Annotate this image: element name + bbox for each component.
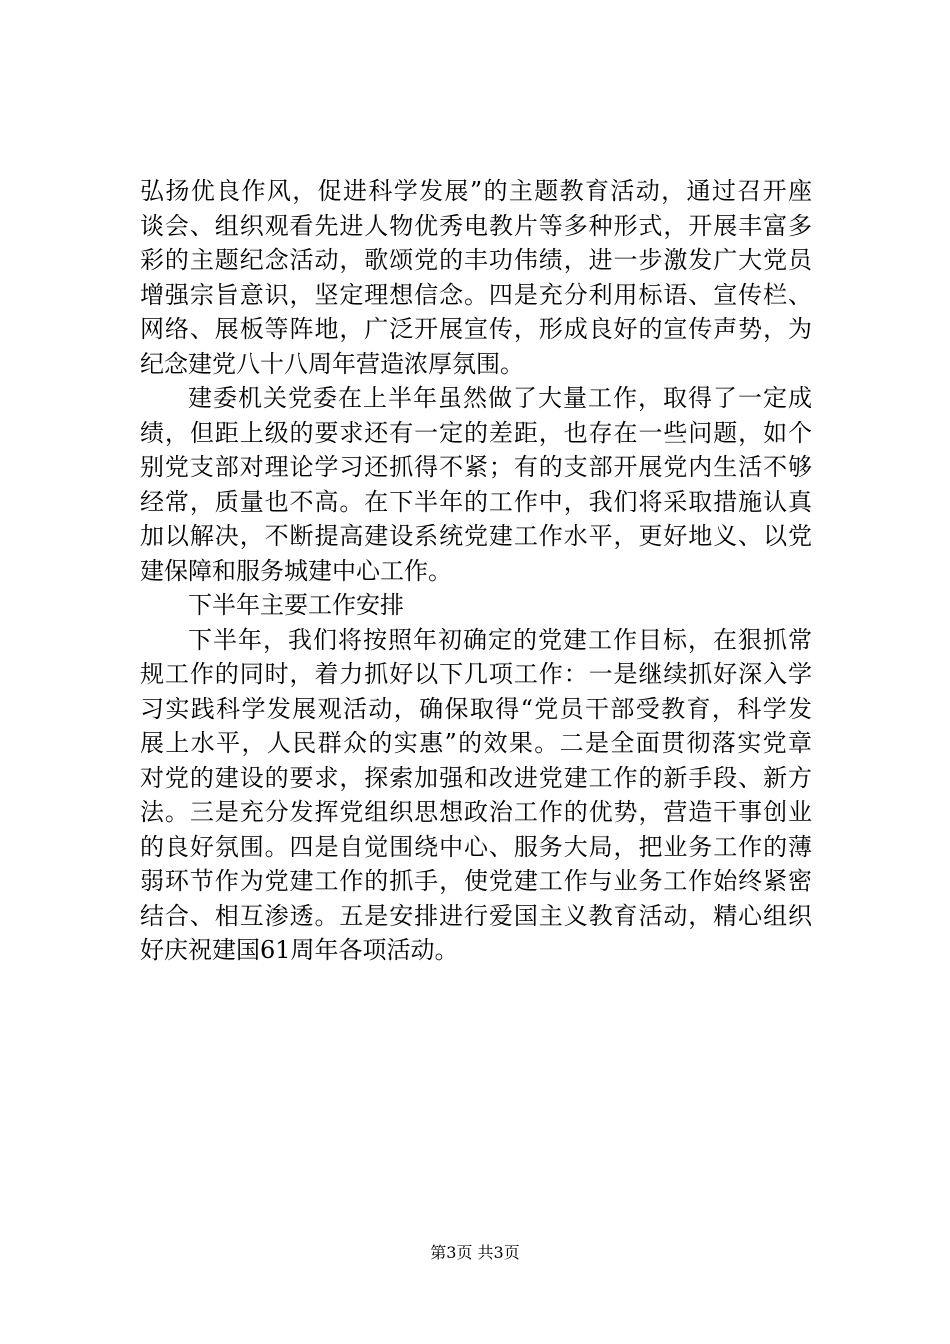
paragraph-2-line-6: 建保障和服务城建中心工作。 [140,556,452,585]
paragraph-2-line-5: 加以解决，不断提高建设系统党建工作水平，更好地义、以党 [140,522,812,550]
paragraph-3-line-5: 对党的建设的要求，探索加强和改进党建工作的新手段、新方 [140,763,812,792]
paragraph-3-line-8: 弱环节作为党建工作的抓手，使党建工作与业务工作始终紧密 [140,867,812,895]
paragraph-3-line-7: 的良好氛围。四是自觉围绕中心、服务大局，把业务工作的薄 [140,832,812,861]
paragraph-3-line-10: 好庆祝建国61周年各项活动。 [140,936,459,964]
paragraph-2-line-2: 绩，但距上级的要求还有一定的差距，也存在一些问题，如个 [140,418,812,447]
paragraph-1-line-4: 增强宗旨意识，坚定理想信念。四是充分利用标语、宣传栏、 [140,280,812,309]
paragraph-1-line-5: 网络、展板等阵地，广泛开展宣传，形成良好的宣传声势，为 [140,315,812,343]
paragraph-1-line-3: 彩的主题纪念活动，歌颂党的丰功伟绩，进一步激发广大党员 [140,246,812,274]
paragraph-3-line-1: 下半年，我们将按照年初确定的党建工作目标，在狠抓常 [188,625,812,654]
paragraph-3-line-2: 规工作的同时，着力抓好以下几项工作：一是继续抓好深入学 [140,660,812,688]
page-footer [0,1243,950,1263]
paragraph-1-line-1: 弘扬优良作风，促进科学发展”的主题教育活动，通过召开座 [140,177,812,205]
paragraph-2-line-3: 别党支部对理论学习还抓得不紧；有的支部开展党内生活不够 [140,453,812,481]
paragraph-3-line-6: 法。三是充分发挥党组织思想政治工作的优势，营造干事创业 [140,798,812,826]
page-number-label: 第3页 共3页 [430,1243,520,1262]
paragraph-2-line-4: 经常，质量也不高。在下半年的工作中，我们将采取措施认真 [140,487,812,516]
paragraph-3-line-4: 展上水平，人民群众的实惠”的效果。二是全面贯彻落实党章 [140,729,812,757]
paragraph-2-line-1: 建委机关党委在上半年虽然做了大量工作，取得了一定成 [188,384,812,412]
paragraph-1-line-6: 纪念建党八十八周年营造浓厚氛围。 [140,349,524,378]
paragraph-1-line-2: 谈会、组织观看先进人物优秀电教片等多种形式，开展丰富多 [140,211,812,240]
section-heading: 下半年主要工作安排 [188,591,404,619]
paragraph-3-line-9: 结合、相互渗透。五是安排进行爱国主义教育活动，精心组织 [140,901,812,930]
document-body [140,174,812,968]
paragraph-3-line-3: 习实践科学发展观活动，确保取得“党员干部受教育，科学发 [140,694,812,723]
